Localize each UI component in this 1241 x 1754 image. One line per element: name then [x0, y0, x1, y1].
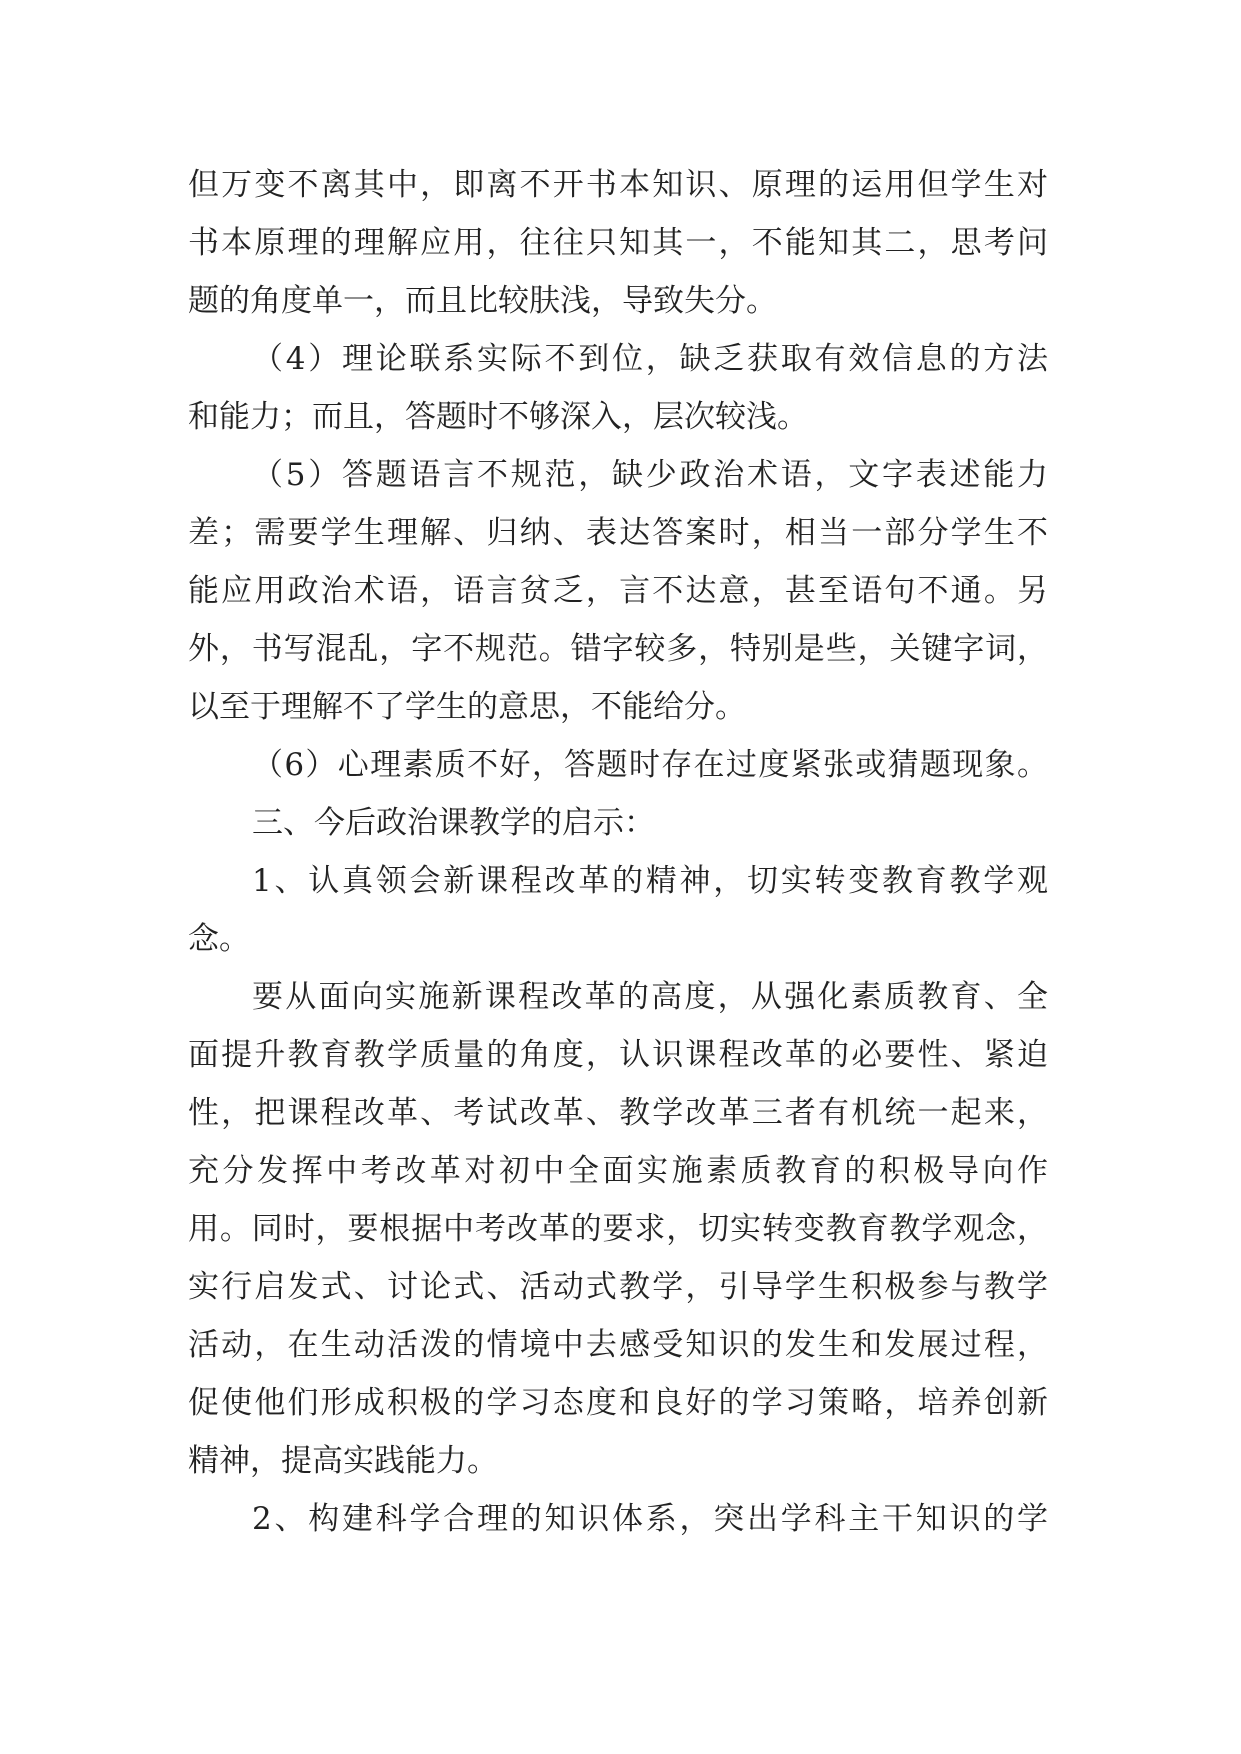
text-line: 实行启发式、讨论式、活动式教学，引导学生积极参与教学	[188, 1269, 1048, 1305]
text-line: 用。同时，要根据中考改革的要求，切实转变教育教学观念，	[188, 1211, 1048, 1247]
text-line: 以至于理解不了学生的意思，不能给分。	[188, 689, 746, 725]
text-line: （6）心理素质不好，答题时存在过度紧张或猜题现象。	[252, 747, 1048, 783]
text-line: 2、构建科学合理的知识体系，突出学科主干知识的学	[252, 1501, 1048, 1537]
text-line: 念。	[188, 921, 250, 957]
text-line: 要从面向实施新课程改革的高度，从强化素质教育、全	[252, 979, 1048, 1015]
text-line: 但万变不离其中，即离不开书本知识、原理的运用但学生对	[188, 167, 1048, 203]
text-line: 充分发挥中考改革对初中全面实施素质教育的积极导向作	[188, 1153, 1048, 1189]
text-line: 和能力；而且，答题时不够深入，层次较浅。	[188, 399, 808, 435]
text-line: 外，书写混乱，字不规范。错字较多，特别是些，关键字词，	[188, 631, 1048, 667]
text-line: （5）答题语言不规范，缺少政治术语，文字表述能力	[252, 457, 1048, 493]
text-line: 性，把课程改革、考试改革、教学改革三者有机统一起来，	[188, 1095, 1048, 1131]
text-line: 促使他们形成积极的学习态度和良好的学习策略，培养创新	[188, 1385, 1048, 1421]
text-line: 活动，在生动活泼的情境中去感受知识的发生和发展过程，	[188, 1327, 1048, 1363]
text-line: 1、认真领会新课程改革的精神，切实转变教育教学观	[252, 863, 1048, 899]
section-heading: 三、今后政治课教学的启示：	[252, 805, 655, 841]
text-line: （4）理论联系实际不到位，缺乏获取有效信息的方法	[252, 341, 1048, 377]
text-line: 差；需要学生理解、归纳、表达答案时，相当一部分学生不	[188, 515, 1048, 551]
text-line: 精神，提高实践能力。	[188, 1443, 498, 1479]
text-line: 书本原理的理解应用，往往只知其一，不能知其二，思考问	[188, 225, 1048, 261]
text-line: 面提升教育教学质量的角度，认识课程改革的必要性、紧迫	[188, 1037, 1048, 1073]
text-line: 题的角度单一，而且比较肤浅，导致失分。	[188, 283, 777, 319]
text-line: 能应用政治术语，语言贫乏，言不达意，甚至语句不通。另	[188, 573, 1048, 609]
